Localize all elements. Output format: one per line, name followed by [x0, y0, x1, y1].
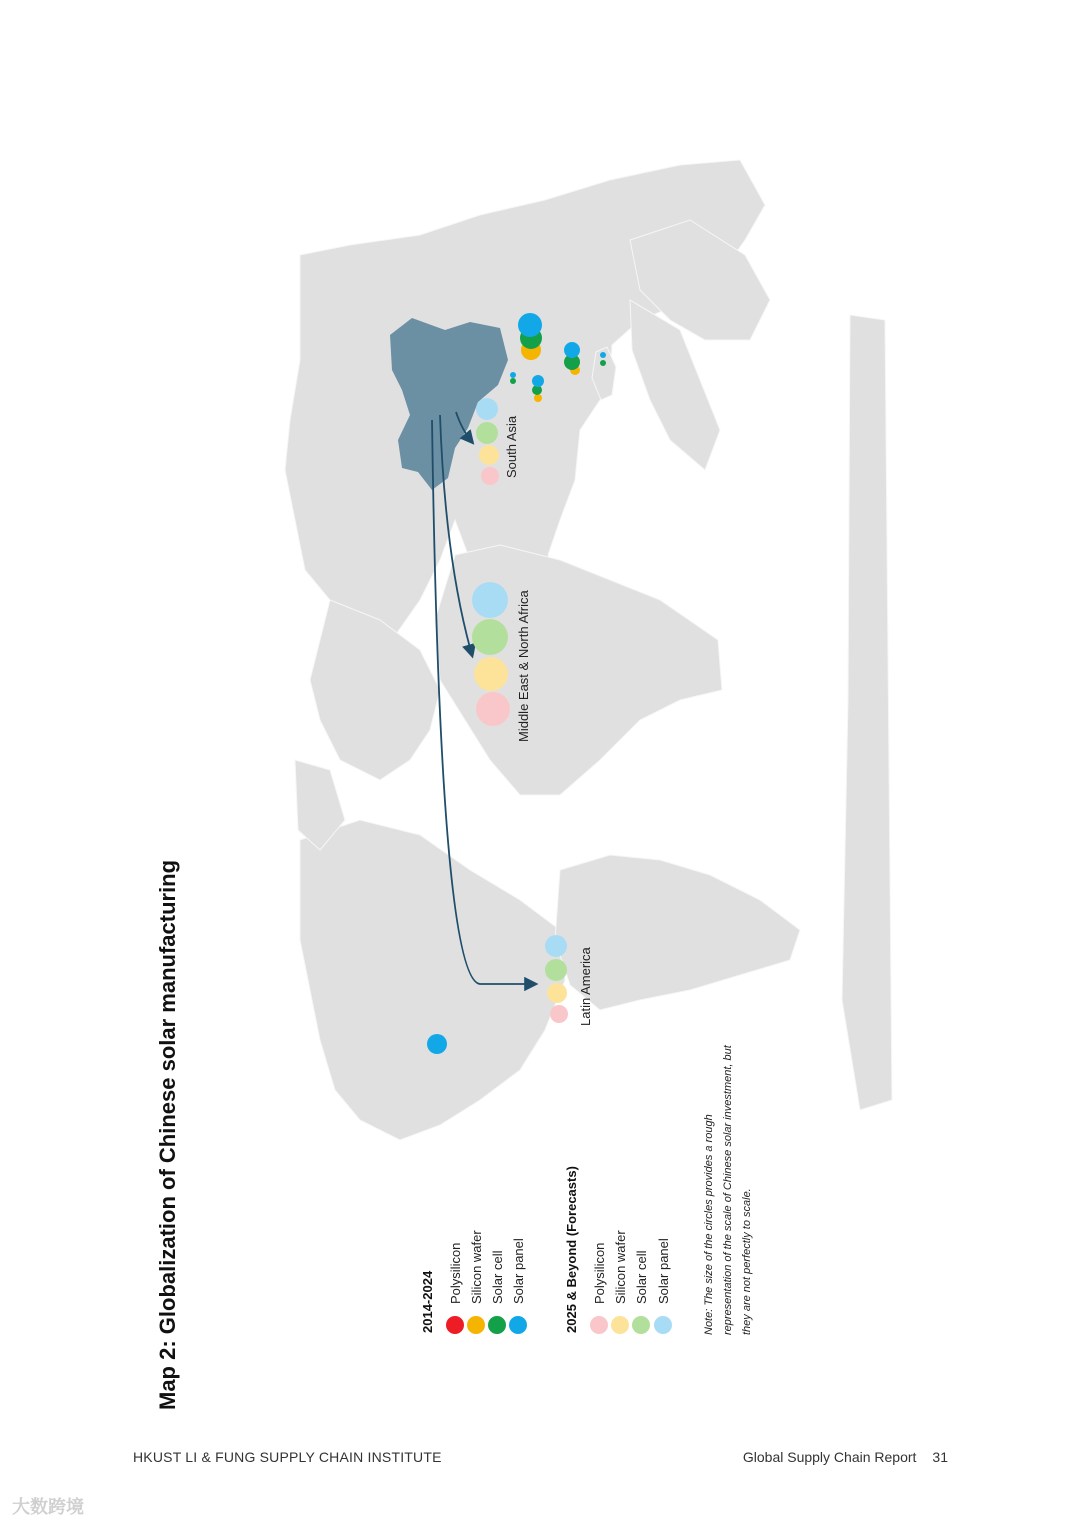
legend-label-forecast-cell: Solar cell — [634, 1250, 649, 1304]
circle-wafer — [534, 394, 542, 402]
circle-forecast-wafer — [547, 983, 567, 1003]
scale-note: Note: The size of the circles provides a rough representation of the scale of Chinese solar investment, but they are not perfectly to scale. — [703, 1045, 753, 1335]
legend-dot-forecast-cell — [632, 1316, 650, 1334]
legend-dot-polysilicon — [446, 1316, 464, 1334]
legend-dot-forecast-wafer — [611, 1316, 629, 1334]
legend-label-forecast-polysilicon: Polysilicon — [592, 1242, 607, 1304]
footer-report — [743, 1449, 948, 1465]
legend-label-wafer: Silicon wafer — [469, 1230, 484, 1304]
circle-forecast-polysilicon — [476, 692, 510, 726]
circle-forecast-panel — [472, 582, 508, 618]
legend-dot-forecast-panel — [654, 1316, 672, 1334]
legend-label-polysilicon: Polysilicon — [448, 1242, 463, 1304]
circle-forecast-panel — [476, 398, 498, 420]
circle-panel — [600, 352, 606, 358]
footer-report-title: Global Supply Chain Report — [742, 1449, 917, 1465]
circle-panel — [564, 342, 580, 358]
circle-cell — [510, 378, 516, 384]
legend-period1-heading: 2014-2024 — [420, 1270, 435, 1333]
circle-forecast-cell — [476, 422, 498, 444]
footer-institute: HKUST LI & FUNG SUPPLY CHAIN INSTITUTE — [133, 1449, 442, 1465]
legend-dot-panel — [509, 1316, 527, 1334]
legend-dot-wafer — [467, 1316, 485, 1334]
legend-label-panel: Solar panel — [511, 1238, 526, 1304]
north-america-landmass — [300, 820, 565, 1140]
legend-label-forecast-panel: Solar panel — [656, 1238, 671, 1304]
label-mena: Middle East & North Africa — [516, 590, 531, 742]
legend-dot-cell — [488, 1316, 506, 1334]
legend-label-cell: Solar cell — [490, 1250, 505, 1304]
legend-dot-forecast-polysilicon — [590, 1316, 608, 1334]
page-number: 31 — [932, 1449, 948, 1465]
circle-forecast-cell — [545, 959, 567, 981]
circle-forecast-wafer — [479, 445, 499, 465]
watermark: 大数跨境 — [12, 1497, 84, 1517]
legend-label-forecast-wafer: Silicon wafer — [613, 1230, 628, 1304]
label-south-asia: South Asia — [504, 415, 519, 478]
circle-panel-north-america — [427, 1034, 447, 1054]
label-latin-america: Latin America — [578, 947, 593, 1026]
circle-forecast-panel — [545, 935, 567, 957]
circle-forecast-wafer — [474, 657, 508, 691]
circle-cell — [600, 360, 606, 366]
circle-forecast-polysilicon — [550, 1005, 568, 1023]
map-title: Map 2: Globalization of Chinese solar manufacturing — [155, 859, 180, 1410]
circle-panel — [510, 372, 516, 378]
circle-panel — [532, 375, 544, 387]
circle-forecast-polysilicon — [481, 467, 499, 485]
europe-landmass — [310, 600, 440, 780]
circle-forecast-cell — [472, 619, 508, 655]
antarctica-landmass — [842, 315, 892, 1110]
circle-panel — [518, 313, 542, 337]
legend-period2-heading: 2025 & Beyond (Forecasts) — [564, 1166, 579, 1333]
